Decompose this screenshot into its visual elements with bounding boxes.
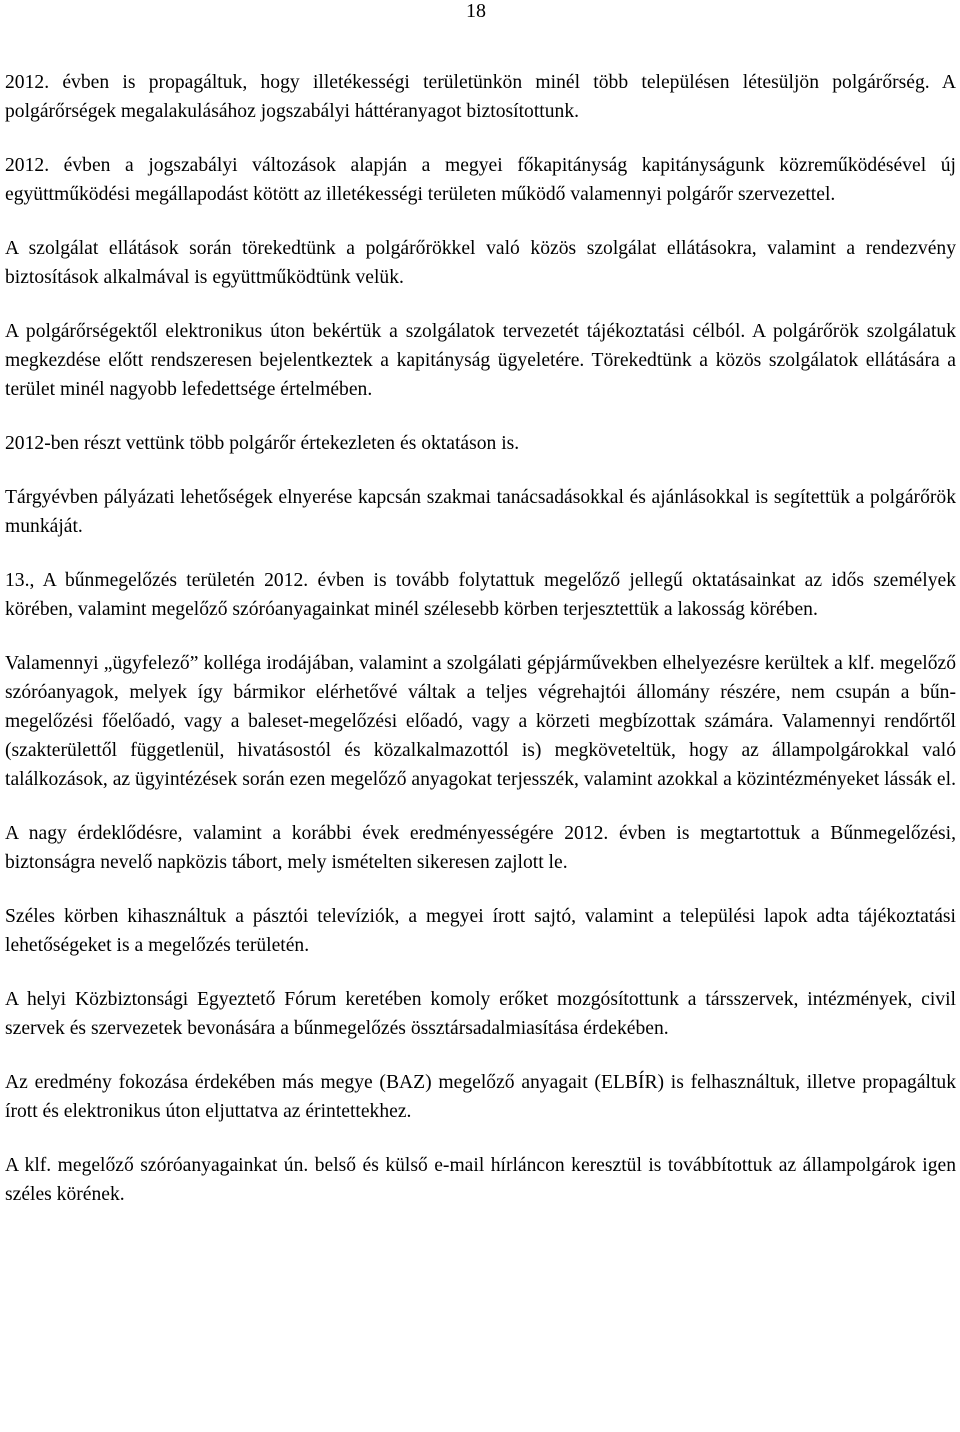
paragraph: Széles körben kihasználtuk a pásztói televíziók, a megyei írott sajtó, valamint a települési lapok adta tájékoztatási lehetőségeket is a megelőzés területén.: [5, 906, 956, 956]
paragraph: A helyi Közbiztonsági Egyeztető Fórum keretében komoly erőket mozgósítottunk a társszervek, intézmények, civil szervek és szervezetek bevonására a bűnmegelőzés össztársadalmiasítása érdekében.: [5, 989, 956, 1039]
paragraph: A nagy érdeklődésre, valamint a korábbi évek eredményességére 2012. évben is megtartottuk a Bűnmegelőzési, biztonságra nevelő napközis tábort, mely ismételten sikeresen zajlott le.: [5, 823, 956, 873]
paragraph: Tárgyévben pályázati lehetőségek elnyerése kapcsán szakmai tanácsadásokkal és ajánlásokkal is segítettük a polgárőrök munkáját.: [5, 487, 956, 537]
paragraph: A polgárőrségektől elektronikus úton bekértük a szolgálatok tervezetét tájékoztatási célból. A polgárőrök szolgálatuk megkezdése előtt rendszeresen bejelentkeztek a kapitányság ügyeletére. Törekedtünk a közös szolgálatok ellátására a terület minél nagyobb lefedettsége értelmében.: [5, 321, 956, 400]
page-number: 18: [466, 0, 486, 22]
paragraph: 2012-ben részt vettünk több polgárőr értekezleten és oktatáson is.: [5, 433, 520, 454]
paragraph: 2012. évben a jogszabályi változások alapján a megyei főkapitányság kapitányságunk közreműködésével új együttműködési megállapodást kötött az illetékességi területen működő valamennyi polgárőr szervezettel.: [5, 155, 956, 205]
paragraph: Az eredmény fokozása érdekében más megye (BAZ) megelőző anyagait (ELBÍR) is felhasználtuk, illetve propagáltuk írott és elektronikus úton eljuttatva az érintettekhez.: [5, 1072, 956, 1122]
document-body: [5, 68, 956, 1209]
paragraph: 13., A bűnmegelőzés területén 2012. évben is tovább folytattuk megelőző jellegű oktatásainkat az idős személyek körében, valamint megelőző szóróanyagainkat minél szélesebb körben terjesztettük a lakosság körében.: [5, 570, 956, 620]
paragraph: A klf. megelőző szóróanyagainkat ún. belső és külső e-mail hírláncon keresztül is továbbítottuk az állampolgárok igen széles körének.: [5, 1155, 956, 1205]
paragraph: Valamennyi „ügyfelező” kolléga irodájában, valamint a szolgálati gépjárművekben elhelyezésre kerültek a klf. megelőző szóróanyagok, melyek így bármikor elérhetővé váltak a teljes végrehajtói állomány részére, nem csupán a bűn-megelőzési főelőadó, vagy a baleset-megelőzési előadó, vagy a körzeti megbízottak számára. Valamennyi rendőrtől (szakterülettől függetlenül, hivatásostól és közalkalmazottól is) megköveteltük, hogy az állampolgárokkal való találkozások, az ügyintézések során ezen megelőző anyagokat terjesszék, valamint azokkal a közintézményeket lássák el.: [5, 653, 956, 790]
paragraph: A szolgálat ellátások során törekedtünk a polgárőrökkel való közös szolgálat ellátásokra, valamint a rendezvény biztosítások alkalmával is együttműködtünk velük.: [5, 238, 956, 288]
paragraph: 2012. évben is propagáltuk, hogy illetékességi területünkön minél több településen létesüljön polgárőrség. A polgárőrségek megalakulásához jogszabályi háttéranyagot biztosítottunk.: [5, 72, 956, 122]
